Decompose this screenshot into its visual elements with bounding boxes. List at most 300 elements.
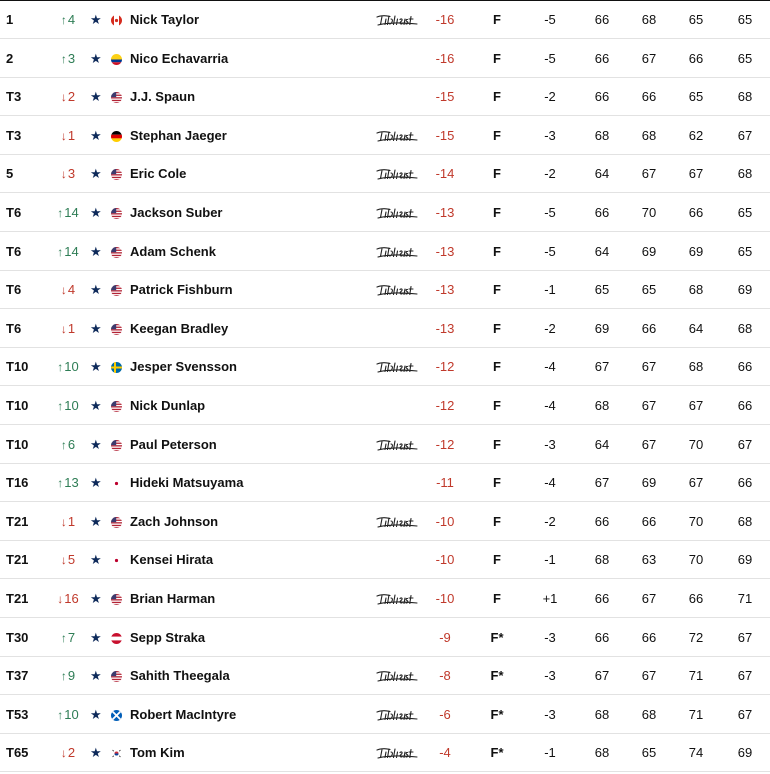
player-name[interactable]: Adam Schenk — [130, 243, 216, 259]
arrow-down-icon: ↓ — [57, 592, 64, 606]
position: T21 — [6, 552, 29, 568]
position-movement — [56, 40, 80, 78]
star-icon[interactable]: ★ — [90, 629, 102, 645]
position-movement — [56, 541, 80, 579]
flag-us-icon — [111, 671, 122, 682]
table-row[interactable] — [0, 734, 770, 772]
total-score: -8 — [439, 668, 451, 684]
movement-value: 1 — [67, 127, 76, 143]
thru-status: F — [493, 89, 501, 105]
today-score: -5 — [544, 205, 556, 220]
round-4-score: 67 — [737, 436, 753, 452]
position: T10 — [6, 359, 29, 375]
movement-value: 16 — [64, 591, 79, 606]
star-icon[interactable]: ★ — [90, 89, 102, 105]
round-1-score: 66 — [594, 205, 610, 220]
arrow-up-icon: ↑ — [57, 399, 64, 413]
thru-status: F* — [490, 668, 504, 684]
movement-value: 4 — [67, 282, 76, 298]
table-row[interactable] — [0, 78, 770, 116]
round-3-score: 70 — [688, 552, 704, 568]
position: T6 — [6, 205, 22, 220]
arrow-down-icon: ↓ — [60, 167, 67, 182]
star-icon[interactable]: ★ — [90, 745, 102, 761]
table-row[interactable] — [0, 580, 770, 618]
player-name[interactable]: Patrick Fishburn — [130, 282, 233, 298]
round-1-score: 69 — [594, 320, 610, 336]
star-icon[interactable]: ★ — [90, 205, 102, 220]
movement-value: 14 — [64, 243, 79, 259]
round-1-score: 68 — [594, 127, 610, 143]
flag-jp-icon — [111, 555, 122, 566]
round-2-score: 67 — [641, 398, 657, 413]
round-2-score: 65 — [641, 282, 657, 298]
arrow-up-icon: ↑ — [57, 206, 64, 220]
movement-value: 6 — [67, 436, 76, 452]
thru-status: F — [493, 359, 501, 375]
arrow-up-icon: ↑ — [57, 360, 64, 375]
round-3-score: 66 — [688, 591, 704, 606]
position: 5 — [6, 166, 14, 182]
round-4-score: 68 — [737, 513, 753, 529]
table-row[interactable] — [0, 348, 770, 386]
star-icon[interactable]: ★ — [90, 552, 102, 568]
total-score: -6 — [439, 706, 451, 722]
position-movement — [56, 155, 80, 193]
round-4-score: 68 — [737, 89, 753, 105]
star-icon[interactable]: ★ — [90, 50, 102, 66]
flag-us-icon — [111, 324, 122, 335]
star-icon[interactable]: ★ — [90, 436, 102, 452]
round-3-score: 74 — [688, 745, 704, 761]
player-name[interactable]: Sepp Straka — [130, 629, 206, 645]
total-score: -9 — [439, 629, 451, 645]
thru-status: F — [493, 127, 501, 143]
round-3-score: 68 — [688, 359, 704, 375]
thru-status: F — [493, 552, 501, 568]
flag-kr-icon — [111, 748, 122, 759]
position: T16 — [6, 475, 29, 491]
position-movement — [56, 117, 80, 155]
thru-status: F — [493, 513, 501, 529]
star-icon[interactable]: ★ — [90, 475, 102, 491]
round-4-score: 66 — [737, 398, 753, 413]
star-icon[interactable]: ★ — [90, 282, 102, 298]
today-score: +1 — [542, 591, 558, 606]
round-1-score: 68 — [594, 706, 610, 722]
table-row[interactable] — [0, 233, 770, 271]
star-icon[interactable]: ★ — [90, 591, 102, 606]
position: T53 — [6, 706, 29, 722]
flag-us-icon — [111, 208, 122, 219]
round-3-score: 71 — [688, 706, 704, 722]
today-score: -1 — [544, 552, 556, 568]
movement-value: 3 — [67, 166, 76, 182]
movement-value: 2 — [67, 89, 76, 105]
thru-status: F* — [490, 629, 504, 645]
total-score: -16 — [435, 50, 455, 66]
titleist-logo — [376, 284, 418, 296]
table-row[interactable] — [0, 1, 770, 39]
position: 2 — [6, 50, 14, 66]
position-movement — [56, 580, 80, 618]
total-score: -15 — [435, 89, 455, 105]
today-score: -3 — [544, 706, 556, 722]
today-score: -3 — [544, 629, 556, 645]
total-score: -10 — [435, 513, 455, 529]
position: T65 — [6, 745, 29, 761]
titleist-logo — [376, 246, 418, 258]
arrow-up-icon: ↑ — [60, 669, 67, 684]
arrow-up-icon: ↑ — [60, 437, 67, 452]
round-3-score: 65 — [688, 12, 704, 27]
star-icon[interactable]: ★ — [90, 668, 102, 684]
thru-status: F — [493, 436, 501, 452]
position-movement — [56, 233, 80, 271]
arrow-up-icon: ↑ — [60, 51, 67, 66]
flag-us-icon — [111, 169, 122, 180]
table-row[interactable] — [0, 310, 770, 348]
titleist-logo — [376, 516, 418, 528]
movement-value: 4 — [67, 12, 76, 27]
position: T37 — [6, 668, 29, 684]
round-1-score: 67 — [594, 359, 610, 375]
total-score: -13 — [435, 320, 455, 336]
round-3-score: 68 — [688, 282, 704, 298]
round-4-score: 66 — [737, 475, 753, 491]
today-score: -2 — [544, 166, 556, 182]
star-icon[interactable]: ★ — [90, 12, 102, 27]
round-1-score: 68 — [594, 398, 610, 413]
position-movement — [56, 1, 80, 39]
thru-status: F — [493, 243, 501, 259]
movement-value: 13 — [64, 475, 79, 491]
table-row[interactable] — [0, 541, 770, 579]
round-4-score: 71 — [737, 591, 753, 606]
total-score: -12 — [435, 398, 455, 413]
position: T10 — [6, 436, 29, 452]
position: 1 — [6, 12, 14, 27]
movement-value: 10 — [64, 398, 79, 413]
table-row[interactable] — [0, 619, 770, 657]
player-name[interactable]: Zach Johnson — [130, 513, 219, 529]
round-1-score: 66 — [594, 513, 610, 529]
thru-status: F — [493, 12, 501, 27]
table-row[interactable] — [0, 387, 770, 425]
table-row[interactable] — [0, 503, 770, 541]
round-2-score: 66 — [641, 320, 657, 336]
round-2-score: 67 — [641, 166, 657, 182]
arrow-down-icon: ↓ — [60, 283, 67, 298]
round-3-score: 70 — [688, 513, 704, 529]
round-1-score: 65 — [594, 282, 610, 298]
total-score: -10 — [435, 552, 455, 568]
position: T30 — [6, 629, 29, 645]
total-score: -13 — [435, 282, 455, 298]
round-3-score: 69 — [688, 243, 704, 259]
position-movement — [56, 619, 80, 657]
flag-se-icon — [111, 362, 122, 373]
total-score: -12 — [435, 436, 455, 452]
player-name[interactable]: Robert MacIntyre — [130, 706, 237, 722]
table-row[interactable] — [0, 464, 770, 502]
round-2-score: 66 — [641, 629, 657, 645]
round-1-score: 68 — [594, 745, 610, 761]
titleist-logo — [376, 207, 418, 219]
movement-value: 9 — [67, 668, 76, 684]
movement-value: 2 — [67, 745, 76, 761]
round-4-score: 67 — [737, 127, 753, 143]
table-row[interactable] — [0, 117, 770, 155]
thru-status: F — [493, 475, 501, 491]
movement-value: 5 — [67, 552, 76, 568]
round-4-score: 67 — [737, 629, 753, 645]
movement-value: 3 — [67, 50, 76, 66]
movement-value: 1 — [67, 513, 76, 529]
thru-status: F — [493, 282, 501, 298]
round-4-score: 65 — [737, 12, 753, 27]
arrow-down-icon: ↓ — [60, 514, 67, 529]
star-icon[interactable]: ★ — [90, 166, 102, 182]
star-icon[interactable]: ★ — [90, 127, 102, 143]
titleist-logo — [376, 593, 418, 605]
flag-jp-icon — [111, 478, 122, 489]
player-name[interactable]: Jackson Suber — [130, 205, 223, 220]
round-1-score: 64 — [594, 166, 610, 182]
thru-status: F — [493, 50, 501, 66]
flag-co-icon — [111, 54, 122, 65]
table-row[interactable] — [0, 657, 770, 695]
round-2-score: 68 — [641, 127, 657, 143]
player-name[interactable]: Sahith Theegala — [130, 668, 230, 684]
player-name[interactable]: J.J. Spaun — [130, 89, 196, 105]
today-score: -3 — [544, 668, 556, 684]
round-1-score: 67 — [594, 475, 610, 491]
flag-ca-icon — [111, 15, 122, 26]
arrow-down-icon: ↓ — [60, 321, 67, 336]
thru-status: F* — [490, 706, 504, 722]
round-2-score: 67 — [641, 668, 657, 684]
round-4-score: 65 — [737, 243, 753, 259]
round-4-score: 68 — [737, 320, 753, 336]
position-movement — [56, 194, 80, 232]
round-2-score: 65 — [641, 745, 657, 761]
flag-sct-icon — [111, 710, 122, 721]
round-1-score: 68 — [594, 552, 610, 568]
total-score: -16 — [435, 12, 455, 27]
total-score: -12 — [435, 359, 455, 375]
round-3-score: 66 — [688, 50, 704, 66]
position: T3 — [6, 127, 22, 143]
thru-status: F — [493, 205, 501, 220]
titleist-logo — [376, 747, 418, 759]
today-score: -4 — [544, 359, 556, 375]
position: T6 — [6, 243, 22, 259]
thru-status: F — [493, 591, 501, 606]
flag-us-icon — [111, 401, 122, 412]
round-1-score: 64 — [594, 436, 610, 452]
arrow-down-icon: ↓ — [60, 553, 67, 568]
today-score: -1 — [544, 745, 556, 761]
position-movement — [56, 734, 80, 772]
round-3-score: 71 — [688, 668, 704, 684]
position: T6 — [6, 282, 22, 298]
round-4-score: 69 — [737, 745, 753, 761]
player-name[interactable]: Kensei Hirata — [130, 552, 214, 568]
thru-status: F — [493, 398, 501, 413]
round-1-score: 66 — [594, 591, 610, 606]
movement-value: 14 — [64, 205, 79, 220]
today-score: -2 — [544, 320, 556, 336]
round-4-score: 69 — [737, 282, 753, 298]
total-score: -4 — [439, 745, 451, 761]
today-score: -3 — [544, 127, 556, 143]
round-1-score: 64 — [594, 243, 610, 259]
position: T21 — [6, 513, 29, 529]
today-score: -3 — [544, 436, 556, 452]
total-score: -14 — [435, 166, 455, 182]
player-name[interactable]: Jesper Svensson — [130, 359, 237, 375]
position-movement — [56, 78, 80, 116]
total-score: -11 — [436, 475, 454, 491]
position: T10 — [6, 398, 29, 413]
player-name[interactable]: Nick Dunlap — [130, 398, 206, 413]
round-4-score: 68 — [737, 166, 753, 182]
movement-value: 10 — [64, 359, 79, 375]
titleist-logo — [376, 709, 418, 721]
position-movement — [56, 657, 80, 695]
table-row[interactable] — [0, 696, 770, 734]
player-name[interactable]: Paul Peterson — [130, 436, 217, 452]
star-icon[interactable]: ★ — [90, 398, 102, 413]
position: T6 — [6, 320, 22, 336]
star-icon[interactable]: ★ — [90, 706, 102, 722]
player-name[interactable]: Eric Cole — [130, 166, 187, 182]
round-2-score: 70 — [641, 205, 657, 220]
flag-us-icon — [111, 594, 122, 605]
table-row[interactable] — [0, 194, 770, 232]
movement-value: 1 — [67, 320, 76, 336]
position-movement — [56, 387, 80, 425]
round-4-score: 65 — [737, 205, 753, 220]
today-score: -4 — [544, 398, 556, 413]
total-score: -13 — [435, 205, 455, 220]
round-3-score: 65 — [688, 89, 704, 105]
player-name[interactable]: Keegan Bradley — [130, 320, 229, 336]
round-2-score: 67 — [641, 436, 657, 452]
round-4-score: 66 — [737, 359, 753, 375]
movement-value: 10 — [64, 706, 79, 722]
titleist-logo — [376, 361, 418, 373]
round-3-score: 62 — [688, 127, 704, 143]
position-movement — [56, 426, 80, 464]
round-4-score: 67 — [737, 706, 753, 722]
arrow-up-icon: ↑ — [57, 476, 64, 491]
star-icon[interactable]: ★ — [90, 359, 102, 375]
flag-de-icon — [111, 131, 122, 142]
position-movement — [56, 696, 80, 734]
round-1-score: 67 — [594, 668, 610, 684]
round-3-score: 67 — [688, 166, 704, 182]
position: T21 — [6, 591, 29, 606]
star-icon[interactable]: ★ — [90, 320, 102, 336]
arrow-up-icon: ↑ — [60, 630, 67, 645]
total-score: -15 — [435, 127, 455, 143]
round-3-score: 70 — [688, 436, 704, 452]
position-movement — [56, 271, 80, 309]
round-1-score: 66 — [594, 12, 610, 27]
flag-us-icon — [111, 92, 122, 103]
round-3-score: 67 — [688, 475, 704, 491]
arrow-down-icon: ↓ — [60, 746, 67, 761]
today-score: -5 — [544, 12, 556, 27]
position-movement — [56, 464, 80, 502]
round-2-score: 69 — [641, 243, 657, 259]
round-2-score: 68 — [641, 12, 657, 27]
player-name[interactable]: Hideki Matsuyama — [130, 475, 244, 491]
player-name[interactable]: Nick Taylor — [130, 12, 200, 27]
today-score: -1 — [544, 282, 556, 298]
player-name[interactable]: Tom Kim — [130, 745, 185, 761]
star-icon[interactable]: ★ — [90, 513, 102, 529]
total-score: -13 — [435, 243, 455, 259]
round-2-score: 66 — [641, 89, 657, 105]
today-score: -2 — [544, 513, 556, 529]
round-2-score: 67 — [641, 50, 657, 66]
titleist-logo — [376, 168, 418, 180]
arrow-up-icon: ↑ — [60, 13, 67, 27]
titleist-logo — [376, 14, 418, 26]
round-2-score: 69 — [641, 475, 657, 491]
arrow-down-icon: ↓ — [60, 90, 67, 105]
round-3-score: 67 — [688, 398, 704, 413]
flag-us-icon — [111, 440, 122, 451]
flag-at-icon — [111, 633, 122, 644]
round-3-score: 64 — [688, 320, 704, 336]
player-name[interactable]: Brian Harman — [130, 591, 216, 606]
thru-status: F* — [490, 745, 504, 761]
table-row[interactable] — [0, 426, 770, 464]
round-3-score: 66 — [688, 205, 704, 220]
position: T3 — [6, 89, 22, 105]
round-1-score: 66 — [594, 629, 610, 645]
round-3-score: 72 — [688, 629, 704, 645]
star-icon[interactable]: ★ — [90, 243, 102, 259]
thru-status: F — [493, 320, 501, 336]
table-row[interactable] — [0, 40, 770, 78]
position-movement — [56, 503, 80, 541]
round-4-score: 65 — [737, 50, 753, 66]
today-score: -4 — [544, 475, 556, 491]
player-name[interactable]: Stephan Jaeger — [130, 127, 227, 143]
movement-value: 7 — [67, 629, 76, 645]
round-4-score: 67 — [737, 668, 753, 684]
today-score: -5 — [544, 50, 556, 66]
thru-status: F — [493, 166, 501, 182]
round-2-score: 67 — [641, 591, 657, 606]
round-1-score: 66 — [594, 50, 610, 66]
arrow-up-icon: ↑ — [57, 707, 64, 722]
table-row[interactable] — [0, 271, 770, 309]
flag-us-icon — [111, 247, 122, 258]
round-2-score: 63 — [641, 552, 657, 568]
titleist-logo — [376, 439, 418, 451]
round-2-score: 68 — [641, 706, 657, 722]
round-2-score: 67 — [641, 359, 657, 375]
round-1-score: 66 — [594, 89, 610, 105]
player-name[interactable]: Nico Echavarria — [130, 50, 229, 66]
table-row[interactable] — [0, 155, 770, 193]
